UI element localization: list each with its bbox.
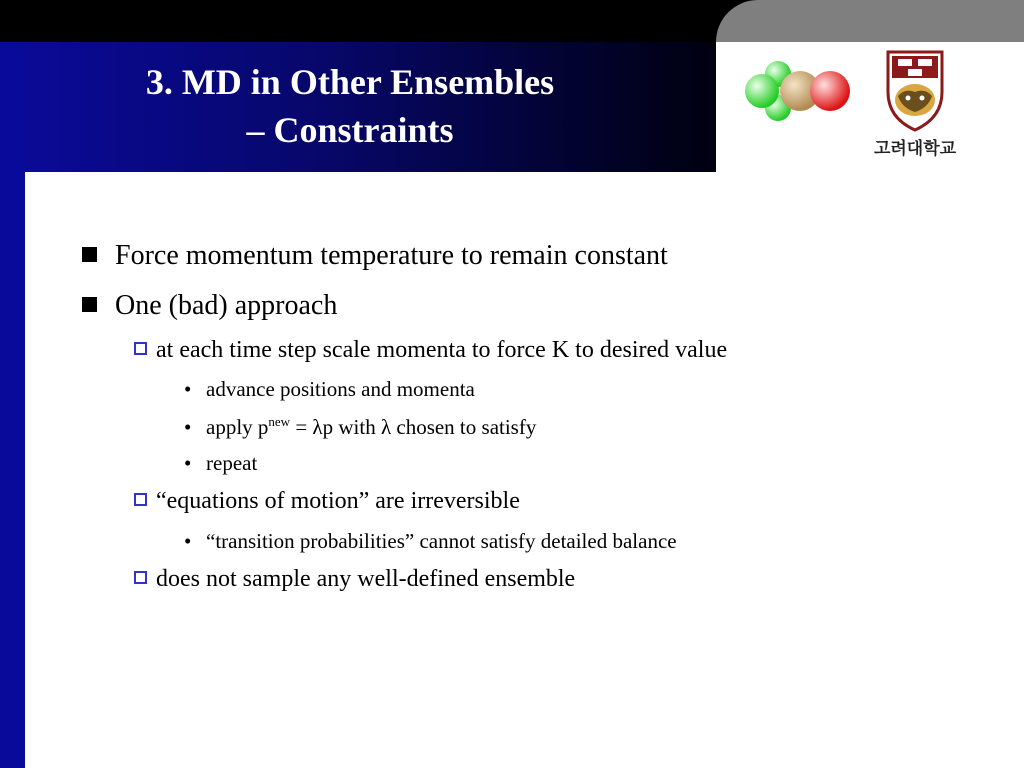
dot-bullet-icon: • <box>184 415 192 439</box>
list-item <box>184 377 475 402</box>
dot-bullet-icon: • <box>184 377 192 401</box>
hollow-square-bullet-icon <box>134 342 147 355</box>
dot-bullet-icon: • <box>184 529 192 553</box>
list-item <box>134 566 575 593</box>
list-item <box>184 414 536 440</box>
dot-bullet-icon: • <box>184 451 192 475</box>
bullet-text: One (bad) approach <box>115 290 338 321</box>
list-item <box>82 290 337 322</box>
list-item <box>184 529 677 554</box>
slide-title-line2: – Constraints <box>246 110 454 150</box>
bullet-text: Force momentum temperature to remain constant <box>115 240 668 271</box>
hollow-square-bullet-icon <box>134 493 147 506</box>
university-name: 고려대학교 <box>873 139 957 159</box>
list-item <box>134 337 727 364</box>
superscript-new: new <box>268 414 291 429</box>
bullet-text: advance positions and momenta <box>206 377 475 401</box>
square-bullet-icon <box>82 297 97 312</box>
bullet-text: does not sample any well-defined ensemble <box>156 566 576 592</box>
list-item <box>82 240 668 272</box>
hollow-square-bullet-icon <box>134 571 147 584</box>
bullet-text: “transition probabilities” cannot satisfy detailed balance <box>206 529 677 553</box>
bullet-text: repeat <box>206 451 258 475</box>
bullet-text-prefix: apply p <box>206 415 269 439</box>
list-item <box>134 488 520 515</box>
slide-title-line1: 3. MD in Other Ensembles <box>145 62 555 102</box>
bullet-text-suffix: = λp with λ chosen to satisfy <box>290 415 537 439</box>
bullet-text: “equations of motion” are irreversible <box>156 488 520 514</box>
bullet-text: at each time step scale momenta to force K to desired value <box>156 337 728 363</box>
square-bullet-icon <box>82 247 97 262</box>
list-item <box>184 451 257 476</box>
